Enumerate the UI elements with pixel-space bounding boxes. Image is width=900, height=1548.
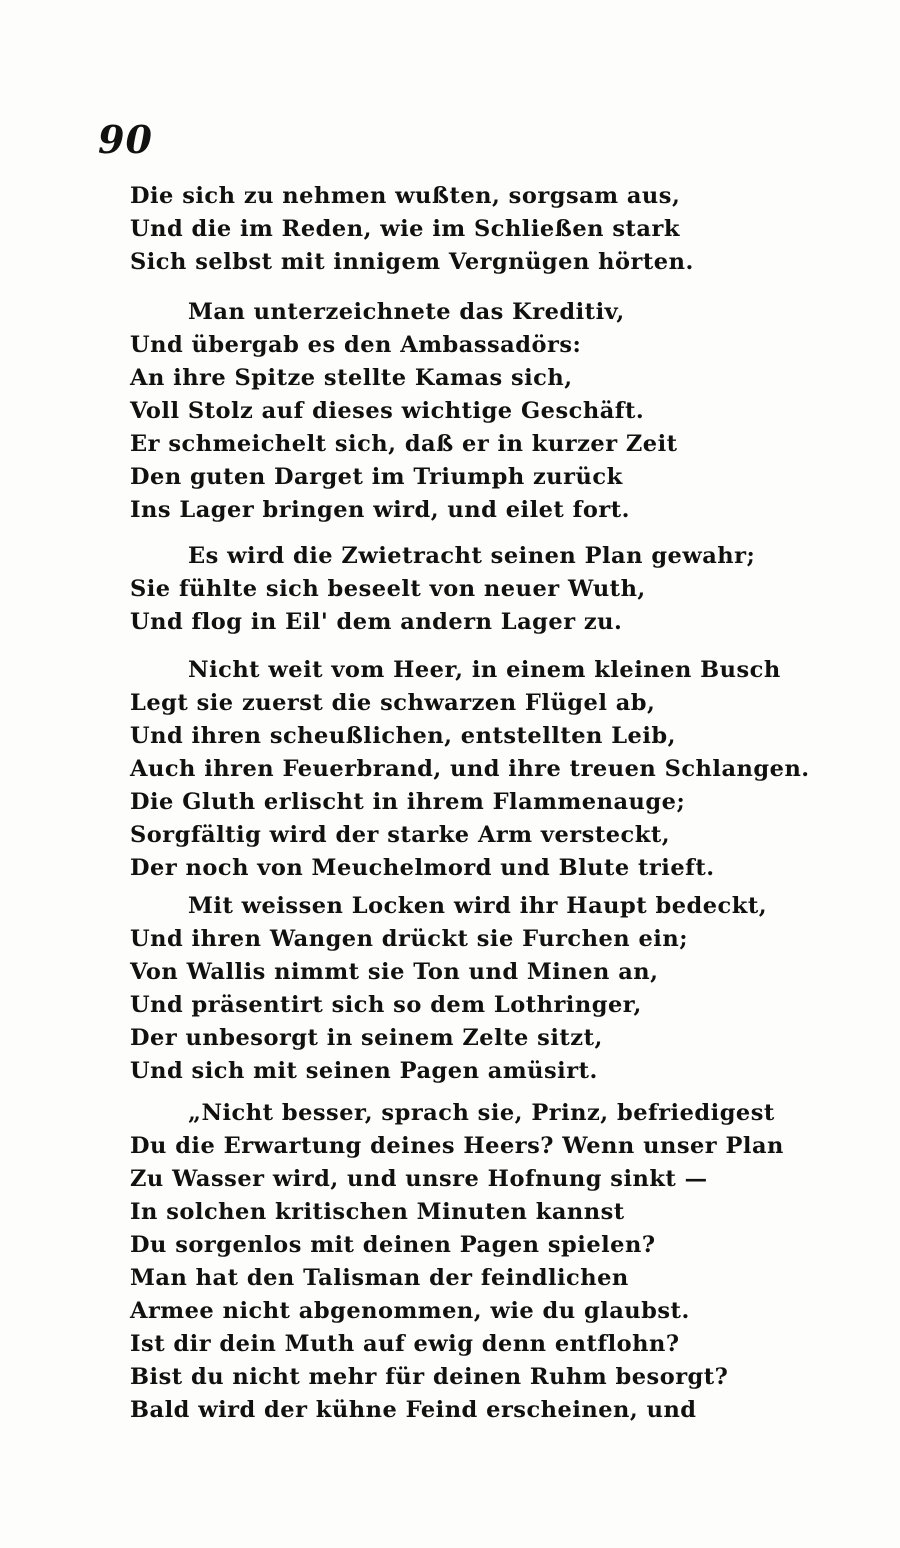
verse-line: Voll Stolz auf dieses wichtige Geschäft.: [130, 398, 645, 424]
stanza: [130, 540, 755, 639]
verse-line: Und präsentirt sich so dem Lothringer,: [130, 992, 642, 1018]
verse-line: Sorgfältig wird der starke Arm versteckt,: [130, 822, 671, 848]
verse-line: Und flog in Eil' dem andern Lager zu.: [130, 609, 623, 635]
verse-line: Und übergab es den Ambassadörs:: [130, 332, 582, 358]
verse-line: Von Wallis nimmt sie Ton und Minen an,: [130, 959, 659, 985]
verse-line: Bald wird der kühne Feind erscheinen, und: [130, 1397, 697, 1423]
verse-line: Der noch von Meuchelmord und Blute trieft.: [130, 855, 715, 881]
verse-line: Ins Lager bringen wird, und eilet fort.: [130, 497, 630, 523]
verse-line: An ihre Spitze stellte Kamas sich,: [130, 365, 573, 391]
verse-line: Sich selbst mit innigem Vergnügen hörten.: [130, 249, 694, 275]
verse-line: Der unbesorgt in seinem Zelte sitzt,: [130, 1025, 603, 1051]
verse-line: Du sorgenlos mit deinen Pagen spielen?: [130, 1232, 656, 1258]
verse-line: Und sich mit seinen Pagen amüsirt.: [130, 1058, 598, 1084]
verse-line: Du die Erwartung deines Heers? Wenn unser Plan: [130, 1133, 784, 1159]
verse-line: Legt sie zuerst die schwarzen Flügel ab,: [130, 690, 656, 716]
stanza: [130, 180, 694, 279]
verse-line: Und ihren Wangen drückt sie Furchen ein;: [130, 926, 689, 952]
verse-line: Und die im Reden, wie im Schließen stark: [130, 216, 680, 242]
verse-line: In solchen kritischen Minuten kannst: [130, 1199, 625, 1225]
verse-line: Man hat den Talisman der feindlichen: [130, 1265, 629, 1291]
verse-line: Sie fühlte sich beseelt von neuer Wuth,: [130, 576, 646, 602]
verse-line: Bist du nicht mehr für deinen Ruhm besorgt?: [130, 1364, 729, 1390]
verse-line: Die sich zu nehmen wußten, sorgsam aus,: [130, 183, 681, 209]
verse-line: Armee nicht abgenommen, wie du glaubst.: [130, 1298, 690, 1324]
stanza: [130, 654, 810, 885]
verse-line: Auch ihren Feuerbrand, und ihre treuen Schlangen.: [130, 756, 810, 782]
verse-line: „Nicht besser, sprach sie, Prinz, befriedigest: [188, 1100, 775, 1126]
verse-line: Die Gluth erlischt in ihrem Flammenauge;: [130, 789, 686, 815]
verse-line: Es wird die Zwietracht seinen Plan gewahr;: [188, 543, 756, 569]
verse-line: Mit weissen Locken wird ihr Haupt bedeckt,: [188, 893, 768, 919]
verse-line: Ist dir dein Muth auf ewig denn entflohn?: [130, 1331, 680, 1357]
stanza: [130, 1097, 784, 1427]
verse-line: Nicht weit vom Heer, in einem kleinen Busch: [188, 657, 781, 683]
verse-line: Den guten Darget im Triumph zurück: [130, 464, 623, 490]
verse-line: Er schmeichelt sich, daß er in kurzer Zeit: [130, 431, 678, 457]
verse-line: Und ihren scheußlichen, entstellten Leib,: [130, 723, 676, 749]
verse-line: Zu Wasser wird, und unsre Hofnung sinkt —: [130, 1166, 708, 1192]
verse-line: Man unterzeichnete das Kreditiv,: [188, 299, 625, 325]
stanza: [130, 890, 767, 1088]
stanza: [130, 296, 678, 527]
page-number: 90: [98, 117, 153, 162]
